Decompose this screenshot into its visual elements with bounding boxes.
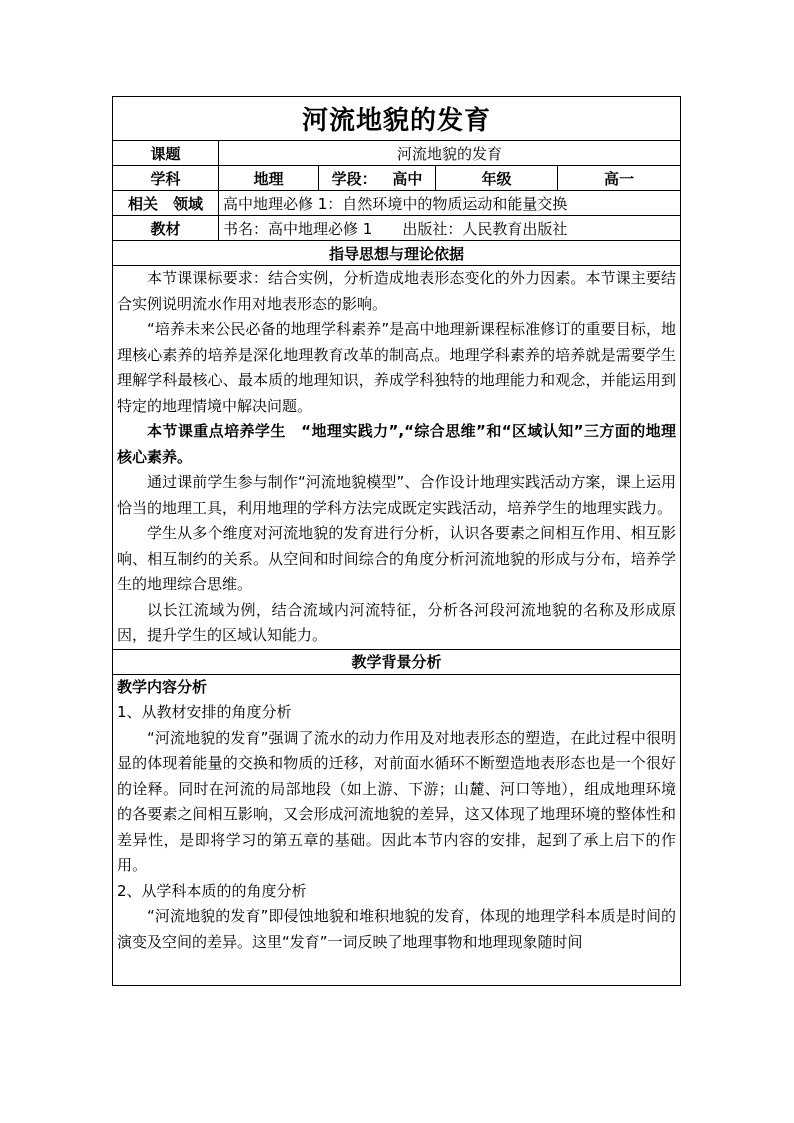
guiding-paragraph: 以长江流域为例，结合流域内河流特征，分析各河段河流地貌的名称及形成原因，提升学生的区域认知能力。	[117, 600, 677, 644]
analysis-paragraph-2: “河流地貌的发育”即侵蚀地貌和堆积地貌的发育，体现的地理学科本质是时间的演变及空间的差异。这里“发育”一词反映了地理事物和地理现象随时间	[117, 907, 677, 951]
grade-label: 年级	[436, 166, 558, 191]
background-content	[117, 675, 676, 985]
guiding-ideas-heading: 指导思想与理论依据	[113, 241, 681, 266]
stage-value: 高中	[392, 169, 423, 188]
guiding-paragraph: 学生从多个维度对河流地貌的发育进行分析，认识各要素之间相互作用、相互影响、相互制约的关系。从空间和时间综合的角度分析河流地貌的形成与分布，培养学生的地理综合思维。	[117, 524, 677, 593]
analysis-item-2: 2、从学科本质的的角度分析	[117, 881, 307, 900]
guiding-paragraph: 本节课课标要求：结合实例，分析造成地表形态变化的外力因素。本节课主要结合实例说明流水作用对地表形态的影响。	[117, 269, 677, 313]
topic-value: 河流地貌的发育	[219, 141, 681, 166]
textbook-value: 书名：高中地理必修 1 出版社：人民教育出版社	[219, 216, 681, 241]
stage-label: 学段：	[331, 169, 377, 188]
analysis-item-1: 1、从教材安排的角度分析	[117, 703, 292, 721]
textbook-label: 教材	[113, 216, 219, 241]
document-title: 河流地貌的发育	[113, 97, 681, 141]
subject-label: 学科	[113, 166, 219, 191]
background-body	[113, 674, 681, 985]
guiding-paragraph: 本节课重点培养学生 “地理实践力”,“综合思维”和“区域认知”三方面的地理核心素养。	[117, 422, 677, 466]
guiding-ideas-body	[113, 266, 681, 650]
field-value: 高中地理必修 1：自然环境中的物质运动和能量交换	[219, 191, 681, 216]
topic-label: 课题	[113, 141, 219, 166]
background-heading: 教学背景分析	[113, 649, 681, 674]
subject-value: 地理	[219, 166, 319, 191]
guiding-paragraph: 通过课前学生参与制作“河流地貌模型”、合作设计地理实践活动方案，课上运用恰当的地理工具，利用地理的学科方法完成既定实践活动，培养学生的地理实践力。	[117, 473, 677, 517]
guiding-paragraph: “培养未来公民必备的地理学科素养”是高中地理新课程标准修订的重要目标，地理核心素养的培养是深化地理教育改革的制高点。地理学科素养的培养就是需要学生理解学科最核心、最本质的地理知识，养成学科独特的地理能力和观念，并能运用到特定的地理情境中解决问题。	[117, 320, 677, 415]
stage-cell	[319, 166, 436, 191]
analysis-paragraph-1: “河流地貌的发育”强调了流水的动力作用及对地表形态的塑造，在此过程中很明显的体现着能量的交换和物质的迁移，对前面水循环不断塑造地表形态也是一个很好的诠释。同时在河流的局部地段（如上游、下游；山麓、河口等地），组成地理环境的各要素之间相互影响，又会形成河流地貌的差异，这又体现了地理环境的整体性和差异性，是即将学习的第五章的基础。因此本节内容的安排，起到了承上启下的作用。	[117, 728, 677, 874]
lesson-plan-table	[112, 96, 680, 986]
content-analysis-heading: 教学内容分析	[117, 677, 208, 696]
field-label: 相关 领域	[113, 191, 219, 216]
grade-value: 高一	[558, 166, 681, 191]
